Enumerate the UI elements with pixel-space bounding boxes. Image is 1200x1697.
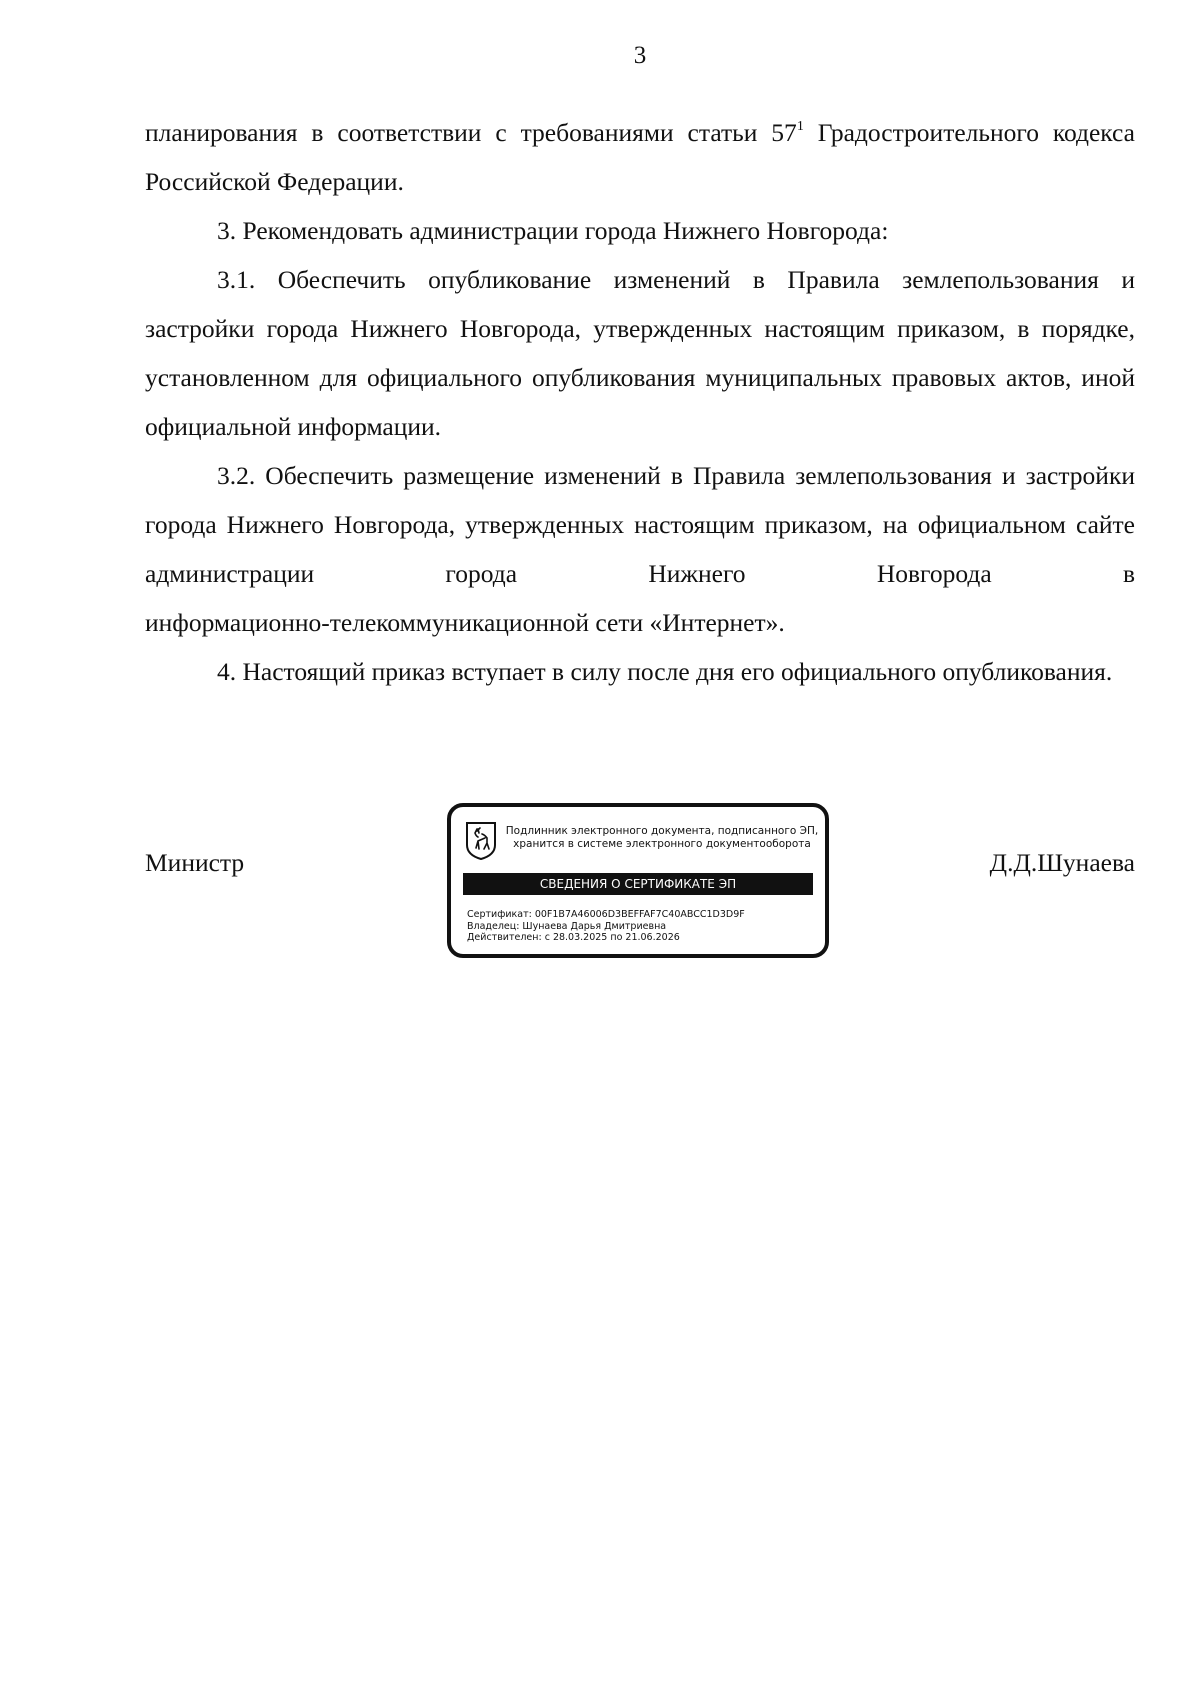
certificate-validity: Действителен: с 28.03.2025 по 21.06.2026: [467, 932, 680, 943]
page-number: 3: [633, 42, 647, 69]
document-body: [145, 108, 1135, 696]
paragraph-3: 3. Рекомендовать администрации города Нижнего Новгорода:: [217, 216, 889, 245]
certificate-details: [467, 909, 745, 944]
e-signature-stamp: [447, 803, 829, 958]
paragraph-1: планирования в соответствии с требованиями статьи $57^1$ Градостроительного кодекса Российской Федерации.: [145, 118, 1135, 196]
paragraph-3-2: 3.2. Обеспечить размещение изменений в Правила землепользования и застройки города Нижнего Новгорода, утвержденных настоящим приказом, на официальном сайте администрации города Нижнего Новгорода в: [145, 461, 1135, 588]
certificate-owner: Владелец: Шунаева Дарья Дмитриевна: [467, 920, 667, 932]
signer-name: Д.Д.Шунаева: [989, 848, 1135, 877]
certificate-header: СВЕДЕНИЯ О СЕРТИФИКАТЕ ЭП: [463, 873, 813, 895]
paragraph-3-1: 3.1. Обеспечить опубликование изменений в Правила землепользования и застройки города Нижнего Новгорода, утвержденных настоящим приказом, в порядке, установленном для официального опубликования муниципальных правовых актов, иной официальной информации.: [145, 265, 1135, 441]
signer-title: Министр: [145, 848, 245, 877]
paragraph-3-2-end: информационно-телекоммуникационной сети «Интернет».: [145, 608, 785, 637]
superscript-1: 1: [796, 119, 804, 134]
stamp-notice: Подлинник электронного документа, подписанного ЭП, хранится в системе электронного документооборота: [505, 825, 819, 850]
coat-of-arms-icon: [465, 821, 497, 861]
paragraph-4: 4. Настоящий приказ вступает в силу после дня его официального опубликования.: [217, 657, 1113, 686]
certificate-number: Сертификат: 00F1B7A46006D3BEFFAF7C40ABCC1D3D9F: [467, 909, 745, 920]
